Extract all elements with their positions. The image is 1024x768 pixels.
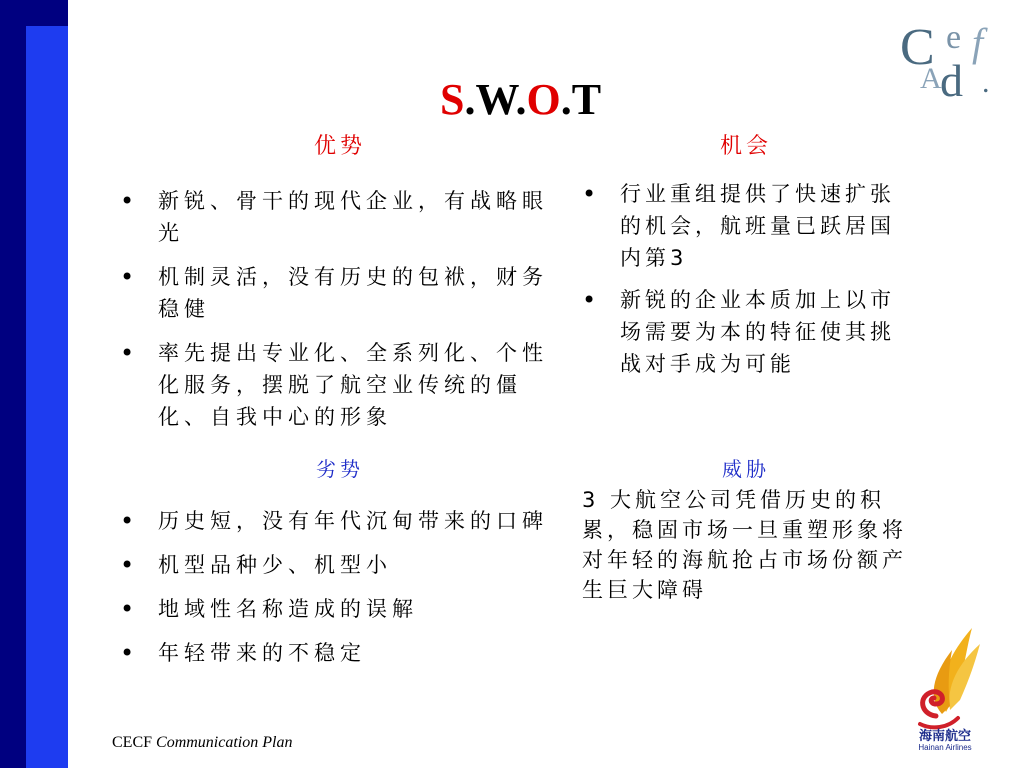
bullet-icon: • bbox=[120, 551, 135, 579]
list-item: • 机型品种少、机型小 bbox=[120, 551, 392, 579]
bullet-icon: • bbox=[582, 180, 597, 208]
left-dark-bar bbox=[0, 0, 26, 768]
list-item: • 年轻带来的不稳定 bbox=[120, 639, 366, 667]
bullet-icon: • bbox=[120, 339, 135, 367]
logo-letter-f: f bbox=[972, 20, 984, 65]
list-item: • 行业重组提供了快速扩张的机会，航班量已跃居国内第3 bbox=[582, 180, 895, 270]
heading-weaknesses: 劣势 bbox=[316, 457, 364, 481]
bullet-icon: • bbox=[582, 286, 597, 314]
bullet-icon: • bbox=[120, 595, 135, 623]
left-blue-bar bbox=[26, 26, 68, 768]
hainan-airlines-logo bbox=[906, 620, 984, 752]
page-title bbox=[440, 72, 640, 128]
logo-letter-a: A bbox=[920, 62, 942, 95]
logo-letter-e: e bbox=[946, 19, 962, 56]
footer-doc: Communication Plan bbox=[156, 734, 293, 751]
title-t: .T bbox=[560, 75, 602, 124]
logo-dot: . bbox=[982, 66, 990, 99]
title-w: .W. bbox=[464, 75, 527, 124]
heading-threats: 威胁 bbox=[722, 457, 770, 481]
strengths-list bbox=[118, 185, 564, 445]
heading-strengths: 优势 bbox=[313, 134, 366, 159]
bullet-icon: • bbox=[120, 263, 135, 291]
list-item: • 历史短，没有年代沉甸带来的口碑 bbox=[120, 507, 548, 535]
list-item: • 新锐、骨干的现代企业，有战略眼光 bbox=[120, 187, 548, 245]
title-o: O bbox=[526, 75, 561, 124]
logo-letter-d: d bbox=[940, 55, 963, 100]
heading-opportunities: 机会 bbox=[719, 134, 772, 159]
left-bar-notch bbox=[26, 0, 68, 26]
hainan-chinese-name: 海南航空 bbox=[918, 729, 972, 744]
threats-text: 3 大航空公司凭借历史的积累，稳固市场一旦重塑形象将对年轻的海航抢占市场份额产生巨大障碍 bbox=[582, 488, 907, 602]
hainan-english-name: Hainan Airlines bbox=[918, 743, 972, 752]
list-item: • 新锐的企业本质加上以市场需要为本的特征使其挑战对手成为可能 bbox=[582, 286, 895, 376]
footer-org: CECF bbox=[112, 734, 153, 751]
bullet-icon: • bbox=[120, 187, 135, 215]
bullet-icon: • bbox=[120, 507, 135, 535]
list-item: • 地域性名称造成的误解 bbox=[120, 595, 418, 623]
list-item: • 机制灵活，没有历史的包袱，财务稳健 bbox=[120, 263, 548, 321]
opportunities-list bbox=[580, 178, 916, 390]
logo-letter-c: C bbox=[900, 19, 935, 76]
title-s: S bbox=[440, 75, 465, 124]
list-item: • 率先提出专业化、全系列化、个性化服务，摆脱了航空业传统的僵化、自我中心的形象 bbox=[120, 339, 548, 429]
weaknesses-list bbox=[118, 505, 564, 681]
footer bbox=[112, 734, 292, 752]
cecf-logo bbox=[898, 14, 1008, 100]
bullet-icon: • bbox=[120, 639, 135, 667]
